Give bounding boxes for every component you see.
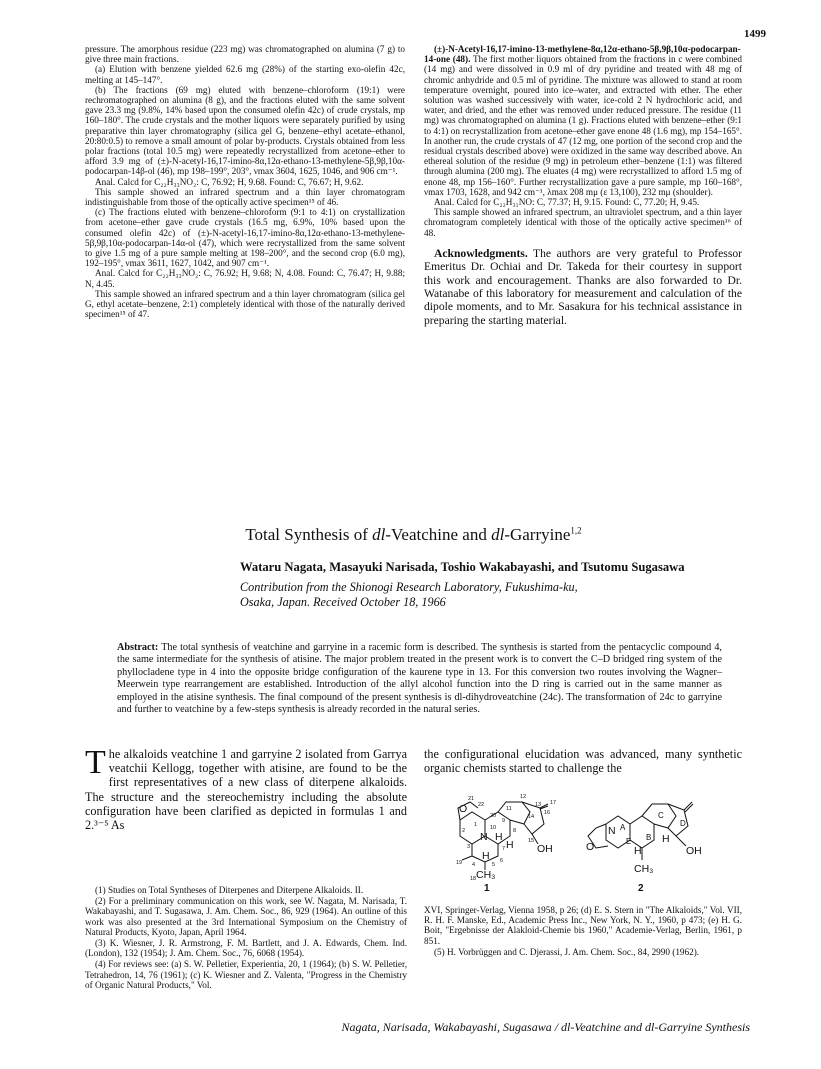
atom-label: H	[482, 850, 490, 862]
running-footer: Nagata, Narisada, Wakabayashi, Sugasawa / dl-Veatchine and dl-Garryine Synthesis	[341, 1020, 750, 1034]
drop-cap: T	[85, 744, 106, 781]
atom-number: 16	[544, 810, 551, 816]
atom-label: H	[506, 839, 514, 851]
abstract-label: Abstract:	[117, 642, 159, 653]
atom-number: 1	[474, 822, 478, 828]
atom-label: N	[480, 831, 488, 843]
atom-number: 15	[528, 838, 535, 844]
atom-number: 6	[500, 858, 504, 864]
atom-label: OH	[686, 845, 702, 857]
atom-label: H	[495, 831, 503, 843]
footnote: (1) Studies on Total Syntheses of Diterpenes and Diterpene Alkaloids. II.	[95, 885, 364, 895]
atom-number: 5	[492, 862, 496, 868]
experimental-left-column	[85, 44, 405, 319]
atom-number: 20	[490, 813, 497, 819]
paragraph: Anal. Calcd for C₂₂H₃₃NO₂: C, 76.92; H, 9.68; N, 4.08. Found: C, 76.47; H, 9.88; N, 4.45.	[85, 268, 405, 289]
affiliation: Contribution from the Shionogi Research Laboratory, Fukushima-ku, Osaka, Japan. Received October 18, 1966	[240, 580, 578, 609]
acknowledgments	[424, 247, 742, 327]
atom-label: O	[586, 841, 595, 853]
acknowledgments-heading: Acknowledgments.	[434, 246, 528, 260]
atom-number: 21	[468, 796, 475, 802]
atom-number: 10	[490, 825, 497, 831]
atom-number: 19	[456, 860, 463, 866]
intro-text: he alkaloids veatchine 1 and garryine 2 isolated from Garrya veatchii Kellogg, together with atisine, are found to be the first representatives of a new class of diterpene alkaloids. The structure and the stereochemistry including the absolute configuration have been clarified as depicted in formulas 1 and 2.³⁻⁵ As	[85, 747, 407, 833]
compound-heading: (±)-N-Acetyl-16,17-imino-13-methylene-8α,12α-ethano-5β,9β,10α-podocarpan-14-one (48).	[424, 44, 741, 65]
atom-number: 3	[467, 844, 471, 850]
atom-number: 7	[502, 846, 506, 852]
atom-number: 11	[506, 806, 512, 812]
footnote: XVI, Springer-Verlag, Vienna 1958, p 26; (d) E. S. Stern in "The Alkaloids," Vol. VII, R. H. F. Manske, Ed., Academic Press Inc., New York, N. Y., 1960, p 473; (e) H. G. Boit, "Ergebnisse der Alakloid-Chemie bis 1960," Academie-Verlag, Berlin, 1961, p 851.	[424, 905, 742, 946]
atom-number: 18	[470, 876, 477, 882]
ring-label: B	[646, 833, 652, 842]
atom-label: O	[459, 803, 468, 815]
footnote: (3) K. Wiesner, J. R. Armstrong, F. M. Bartlett, and J. A. Edwards, Chem. Ind. (London), 132 (1954); J. Am. Chem. Soc., 76, 6068 (1954).	[85, 938, 407, 959]
paragraph: Anal. Calcd for C₂₂H₃₁NO: C, 77.37; H, 9.15. Found: C, 77.20; H, 9.45.	[434, 197, 700, 208]
structure-label-2: 2	[638, 883, 644, 894]
abstract-text: The total synthesis of veatchine and garryine in a racemic form is described. The synthesis is started from the pentacyclic compound 4, the same intermediate for the synthesis of atisine. The major problem treated in the present work is to convert the C–D bridged ring system of the phyllocladene type in 4 into the opposite bridge configuration of the kaurene type in 13. For this conversion two routes involving the Wagner–Meerwein type rearrangement are established. Introduction of the allyl alcohol function into the D ring is carried out in the same manner as employed in the atisine synthesis. The final compound of the present synthesis is dl-dihydroveatchine (24c). The transformation of 24c to garryine and further to veatchine by a few-steps synthesis is already recorded in the natural series.	[117, 642, 722, 716]
authors: Wataru Nagata, Masayuki Narisada, Toshio Wakabayashi, and Tsutomu Sugasawa	[240, 560, 685, 574]
atom-number: 8	[513, 828, 517, 834]
paragraph: The first mother liquors obtained from the fractions in c were combined (14 mg) and were dissolved in 0.9 ml of dry pyridine and treated with 48 mg of chromic anhydride and 0.5 ml of pyridine. The mixture was allowed to stand at room temperature overnight, poured into ice–water, and extracted with ether. The ether solution was washed successively with water, ice-cold 2 N hydrochloric acid, and water, and dried, and the ether was removed under reduced pressure. The residue (11 mg) was chromatographed on alumina (1 g). Fractions eluted with benzene–ether (9:1 to 4:1) on recrystallization from acetone–ether gave enone 48 (1.6 mg), mp 154–165°. In another run, the crude crystals of 47 (12 mg, one portion of the second crop and the residual crystals described above) were oxidized in the same way described above. An ethereal solution of the residue (9 mg) in petroleum ether–benzene (1:1) was filtered through alumina (200 mg). The eluates (4 mg) were recrystallized to afford 1.5 mg of enone 48, mp 156–160°. Further recrystallization gave a pure sample, mp 160–168°, νmax 1703, 1628, and 942 cm⁻¹, λmax 208 mμ (ε 13,100), 232 mμ (shoulder).	[424, 54, 743, 197]
atom-number: 13	[535, 802, 542, 808]
paragraph: This sample showed an infrared spectrum and a thin layer chromatogram indistinguishable from those of the optically active specimen¹⁵ of 46.	[85, 186, 405, 208]
intro-left	[85, 744, 407, 833]
atom-label: H	[634, 845, 642, 857]
ring-label: C	[658, 811, 664, 820]
intro-right: the configurational elucidation was advanced, many synthetic organic chemists started to challenge the	[424, 747, 742, 776]
atom-number: 17	[550, 800, 557, 806]
paragraph: This sample showed an infrared spectrum, an ultraviolet spectrum, and a thin layer chromatogram completely identical with those of the optically active specimen¹⁶ of 48.	[424, 207, 742, 238]
ring-label: E	[626, 837, 632, 846]
atom-number: 9	[502, 818, 506, 824]
atom-number: 12	[520, 794, 527, 800]
article-title: Total Synthesis of dl-Veatchine and dl-Garryine$^{1,2}$	[245, 525, 582, 544]
atom-number: 22	[478, 802, 485, 808]
paragraph: (a) Elution with benzene yielded 62.6 mg (28%) of the starting exo-olefin 42c, melting at 145–147°.	[85, 64, 405, 85]
chemical-structures-figure	[440, 788, 740, 894]
paragraph: (b) The fractions (69 mg) eluted with benzene–chloroform (19:1) were rechromatographed on alumina (8 g), and the fractions eluted with the same solvent gave 23.3 mg (9.8%, 14% based upon the consumed olefin 42c) of crude crystals, mp 160–180°. The crude crystals and the mother liquors were separately purified by using preparative thin layer chromatography (silica gel G, benzene–ethyl acetate–ethanol, 20:80:0.5) to remove a small amount of polar by-products. Crystals obtained from less polar fractions (total 10.5 mg) were repeatedly recrystallized from acetone–ether to afford 3.9 mg of (±)-N-acetyl-16,17-imino-8α,12α-ethano-13-methylene-5β,9β,10α-podocarpan-14β-ol (46), mp 198–199°, 203°, νmax 3604, 1625, 1046, and 906 cm⁻¹.	[85, 84, 405, 177]
footnote: (2) For a preliminary communication on this work, see W. Nagata, M. Narisada, T. Wakabayashi, and T. Sugasawa, J. Am. Chem. Soc., 86, 929 (1964). An outline of this work was also presented at the 3rd International Symposium on the Chemistry of Natural Products, Kyoto, Japan, April 1964.	[85, 896, 407, 937]
atom-label: OH	[537, 843, 553, 855]
footnote: (4) For reviews see: (a) S. W. Pelletier, Experientia, 20, 1 (1964); (b) S. W. Pelletier, Tetrahedron, 14, 76 (1961); (c) K. Wiesner and Z. Valenta, "Progress in the Chemistry of Organic Natural Products," Vol.	[85, 959, 407, 990]
structure-label-1: 1	[484, 883, 490, 894]
atom-label: CH₃	[634, 863, 654, 875]
abstract	[117, 642, 722, 716]
ring-label: A	[620, 823, 626, 832]
paragraph: pressure. The amorphous residue (223 mg) was chromatographed on alumina (7 g) to give three main fractions.	[85, 44, 405, 65]
atom-number: 14	[528, 814, 535, 820]
ring-label: D	[680, 819, 686, 828]
acknowledgments-text: The authors are very grateful to Professor Emeritus Dr. Ochiai and Dr. Takeda for their courtesy in support this work and encouragement. Thanks are also forwarded to Dr. Watanabe of this laboratory for measurement and calculation of the dipole moments, and to Mr. Sasakura for his technical assistance in preparing the starting material.	[424, 246, 742, 327]
atom-label: H	[662, 833, 670, 845]
footnotes-right	[424, 905, 742, 958]
paragraph: (c) The fractions eluted with benzene–chloroform (9:1 to 4:1) on crystallization from acetone–ether gave crude crystals (16.5 mg, 6.9%, 10% based upon the consumed olefin 42c) of (±)-N-acetyl-16,17-imino-8α,12α-ethano-13-methylene-5β,9β,10α-podocarpan-14α-ol (47), which were recrystallized from the same solvent to give 1.5 mg of a pure sample melting at 198–200°, and the second crop (6.0 mg), 192–195°, νmax 3611, 1627, 1042, and 907 cm⁻¹.	[85, 207, 405, 269]
paragraph: Anal. Calcd for C₂₂H₃₃NO₂: C, 76.92; H, 9.68. Found: C, 76.67; H, 9.62.	[95, 176, 364, 187]
experimental-right-column	[424, 44, 742, 327]
page-number: 1499	[744, 28, 766, 40]
paragraph: This sample showed an infrared spectrum and a thin layer chromatogram (silica gel G, ethyl acetate–benzene, 2:1) completely identical with those of the naturally derived specimen¹⁵ of 47.	[85, 288, 405, 320]
footnote: (5) H. Vorbrüggen and C. Djerassi, J. Am. Chem. Soc., 84, 2990 (1962).	[434, 946, 700, 957]
footnotes-left	[85, 885, 407, 991]
atom-label: N	[608, 825, 616, 837]
atom-label: CH₃	[476, 869, 496, 881]
title-footnote-ref: 1,2	[570, 525, 582, 536]
atom-number: 2	[462, 828, 466, 834]
atom-number: 4	[472, 862, 476, 868]
